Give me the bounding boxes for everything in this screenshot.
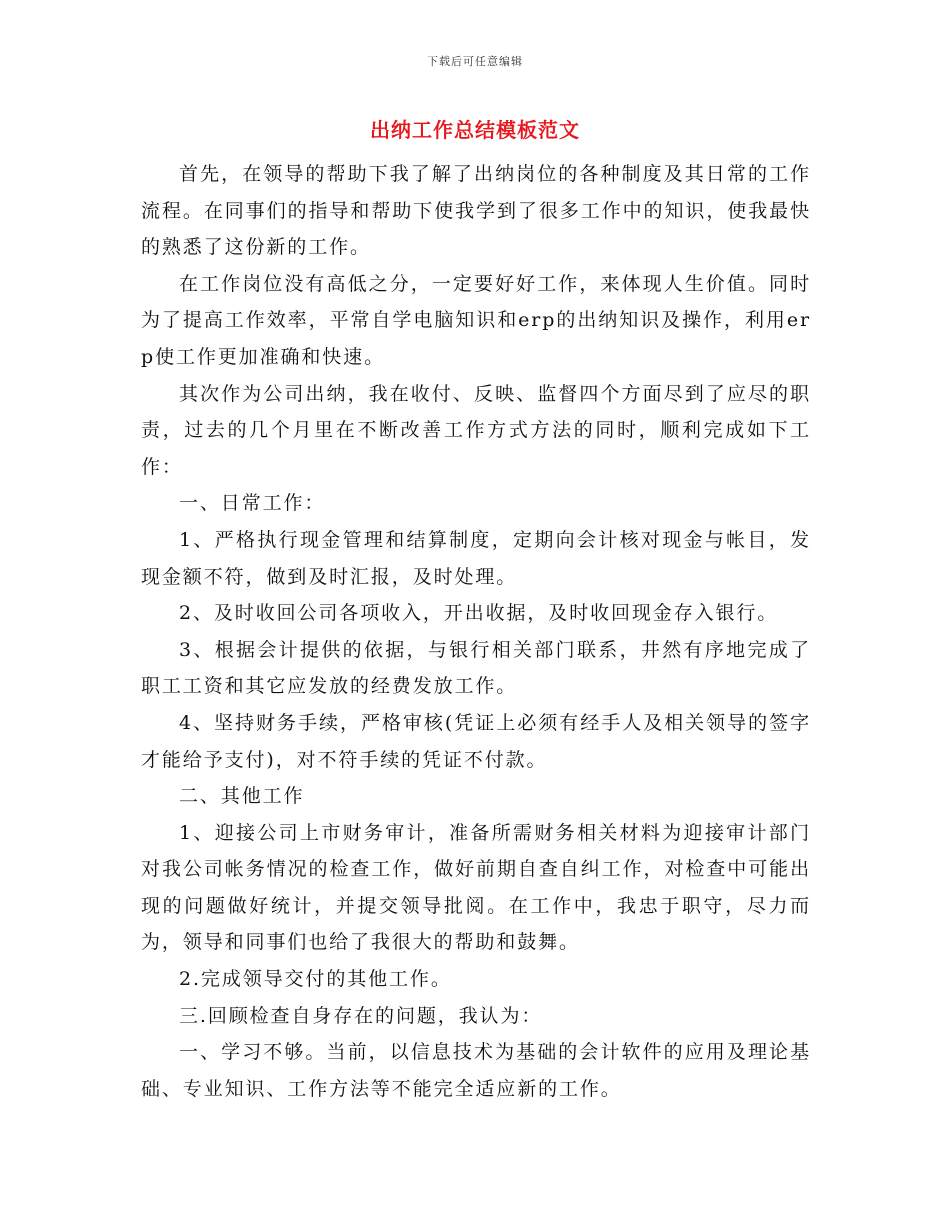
section-heading: 二、其他工作 (179, 785, 305, 808)
paragraph: 在工作岗位没有高低之分，一定要好好工作，来体现人生价值。同时为了提高工作效率，平常自学电脑知识和erp的出纳知识及操作，利用erp使工作更加准确和快速。 (141, 272, 811, 368)
list-item: 1、严格执行现金管理和结算制度，定期向会计核对现金与帐目，发现金额不符，做到及时汇报，及时处理。 (141, 528, 811, 588)
section-heading: 三.回顾检查自身存在的问题，我认为： (179, 1004, 543, 1027)
document-body (141, 156, 811, 1107)
list-item: 一、学习不够。当前，以信息技术为基础的会计软件的应用及理论基础、专业知识、工作方法等不能完全适应新的工作。 (141, 1041, 811, 1100)
list-item: 1、迎接公司上市财务审计，准备所需财务相关材料为迎接审计部门对我公司帐务情况的检查工作，做好前期自查自纠工作，对检查中可能出现的问题做好统计，并提交领导批阅。在工作中，我忠于职守，尽力而为，领导和同事们也给了我很大的帮助和鼓舞。 (141, 821, 811, 954)
document-title: 出纳工作总结模板范文 (370, 118, 580, 142)
paragraph: 其次作为公司出纳，我在收付、反映、监督四个方面尽到了应尽的职责，过去的几个月里在不断改善工作方式方法的同时，顺利完成如下工作： (141, 382, 811, 478)
list-item: 2、及时收回公司各项收入，开出收据，及时收回现金存入银行。 (179, 602, 779, 625)
header-note: 下载后可任意编辑 (427, 55, 523, 68)
list-item: 2.完成领导交付的其他工作。 (179, 968, 452, 991)
list-item: 3、根据会计提供的依据，与银行相关部门联系，井然有序地完成了职工工资和其它应发放的经费发放工作。 (141, 638, 811, 698)
paragraph: 首先，在领导的帮助下我了解了出纳岗位的各种制度及其日常的工作流程。在同事们的指导和帮助下使我学到了很多工作中的知识，使我最快的熟悉了这份新的工作。 (141, 163, 811, 259)
list-item: 4、坚持财务手续，严格审核(凭证上必须有经手人及相关领导的签字才能给予支付)，对不符手续的凭证不付款。 (141, 711, 811, 771)
section-heading: 一、日常工作： (179, 492, 326, 515)
